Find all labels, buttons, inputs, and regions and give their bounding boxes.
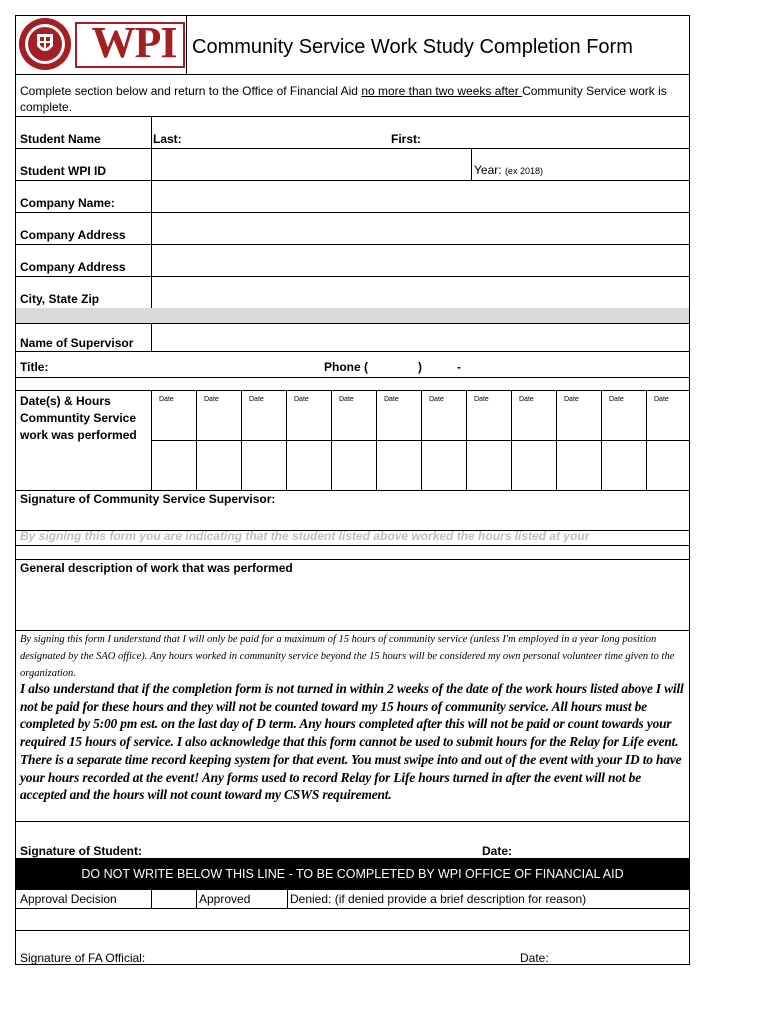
city-state-zip-label: City, State Zip <box>20 292 100 306</box>
hours-cell[interactable] <box>241 440 286 490</box>
hours-cell[interactable] <box>556 440 601 490</box>
date-header[interactable]: Date <box>474 396 489 403</box>
wpi-wordmark: WPI <box>91 18 177 67</box>
hours-cell[interactable] <box>286 440 331 490</box>
title-label[interactable]: Title: <box>20 360 49 374</box>
student-id-label: Student WPI ID <box>20 164 106 178</box>
agreement-bold-text: I also understand that if the completion form is not turned in within 2 weeks of the date of the work hours listed above I will not be paid for these hours and they will not be counted toward my 15 hours of community service. All hours must be completed by 5:00 pm est. on the last day of D term. Any hours completed after this will not be paid or count towards your required 15 hours of service. I also acknowledge that this form cannot be used to submit hours for the Relay for Life event. There is a separate time record keeping system for that event. You must swipe into and out of the event with your ID to have your hours recorded at the event! Any forms used to record Relay for Life hours turned in after the event will not be accepted and the hours will not count toward my CSWS requirement. <box>20 681 684 803</box>
approval-decision-label: Approval Decision <box>20 892 117 906</box>
date-header[interactable]: Date <box>654 396 669 403</box>
student-signature-label[interactable]: Signature of Student: <box>20 844 142 858</box>
phone-label[interactable]: Phone ( <box>324 360 368 374</box>
date-header[interactable]: Date <box>339 396 354 403</box>
date-header[interactable]: Date <box>564 396 579 403</box>
fa-signature-label[interactable]: Signature of FA Official: <box>20 951 146 965</box>
dates-hours-label: Date(s) & Hours Communtity Service work was performed <box>20 394 137 442</box>
shaded-separator <box>16 308 689 323</box>
work-description-label: General description of work that was performed <box>20 561 293 575</box>
fa-date-label[interactable]: Date: <box>520 951 549 965</box>
company-name-label: Company Name: <box>20 196 115 210</box>
hours-cell[interactable] <box>466 440 511 490</box>
completion-form <box>15 15 690 965</box>
hours-cell[interactable] <box>196 440 241 490</box>
hours-cell[interactable] <box>331 440 376 490</box>
supervisor-label: Name of Supervisor <box>20 336 134 350</box>
date-header[interactable]: Date <box>609 396 624 403</box>
date-header[interactable]: Date <box>519 396 534 403</box>
date-header[interactable]: Date <box>204 396 219 403</box>
student-date-label[interactable]: Date: <box>482 844 513 858</box>
intro-text: Complete section below and return to the Office of Financial Aid no more than two weeks after Community Service work is complete. <box>20 84 667 114</box>
hours-cell[interactable] <box>646 440 691 490</box>
date-header[interactable]: Date <box>384 396 399 403</box>
hours-cell[interactable] <box>421 440 466 490</box>
first-name-label[interactable]: First: <box>391 132 421 146</box>
supervisor-signature-label[interactable]: Signature of Community Service Supervisor: <box>20 492 276 506</box>
year-field[interactable]: Year: (ex 2018) <box>474 163 543 177</box>
hours-cell[interactable] <box>511 440 556 490</box>
denied-option[interactable]: Denied: (if denied provide a brief description for reason) <box>290 892 587 906</box>
agreement-small-text: By signing this form I understand that I will only be paid for a maximum of 15 hours of community service (unless I'm employed in a year long position designated by the SAO office). Any hours worked in community service beyond the 15 hours will be considered my own personal volunteer time given to the organization. <box>20 634 675 679</box>
hours-cell[interactable] <box>151 440 196 490</box>
hours-cell[interactable] <box>376 440 421 490</box>
date-header[interactable]: Date <box>294 396 309 403</box>
date-header[interactable]: Date <box>159 396 174 403</box>
phone-close: ) <box>418 360 422 374</box>
signing-notice: By signing this form you are indicating that the student listed above worked the hours listed at your <box>20 529 590 543</box>
office-use-banner: DO NOT WRITE BELOW THIS LINE - TO BE COMPLETED BY WPI OFFICE OF FINANCIAL AID <box>16 858 689 890</box>
student-name-label: Student Name <box>20 132 101 146</box>
phone-dash: - <box>457 360 461 374</box>
company-address-label-2: Company Address <box>20 260 126 274</box>
last-name-label[interactable]: Last: <box>153 132 182 146</box>
approved-option[interactable]: Approved <box>199 892 251 906</box>
company-address-label-1: Company Address <box>20 228 126 242</box>
hours-cell[interactable] <box>601 440 646 490</box>
date-header[interactable]: Date <box>429 396 444 403</box>
date-header[interactable]: Date <box>249 396 264 403</box>
page-title: Community Service Work Study Completion Form <box>192 36 633 58</box>
